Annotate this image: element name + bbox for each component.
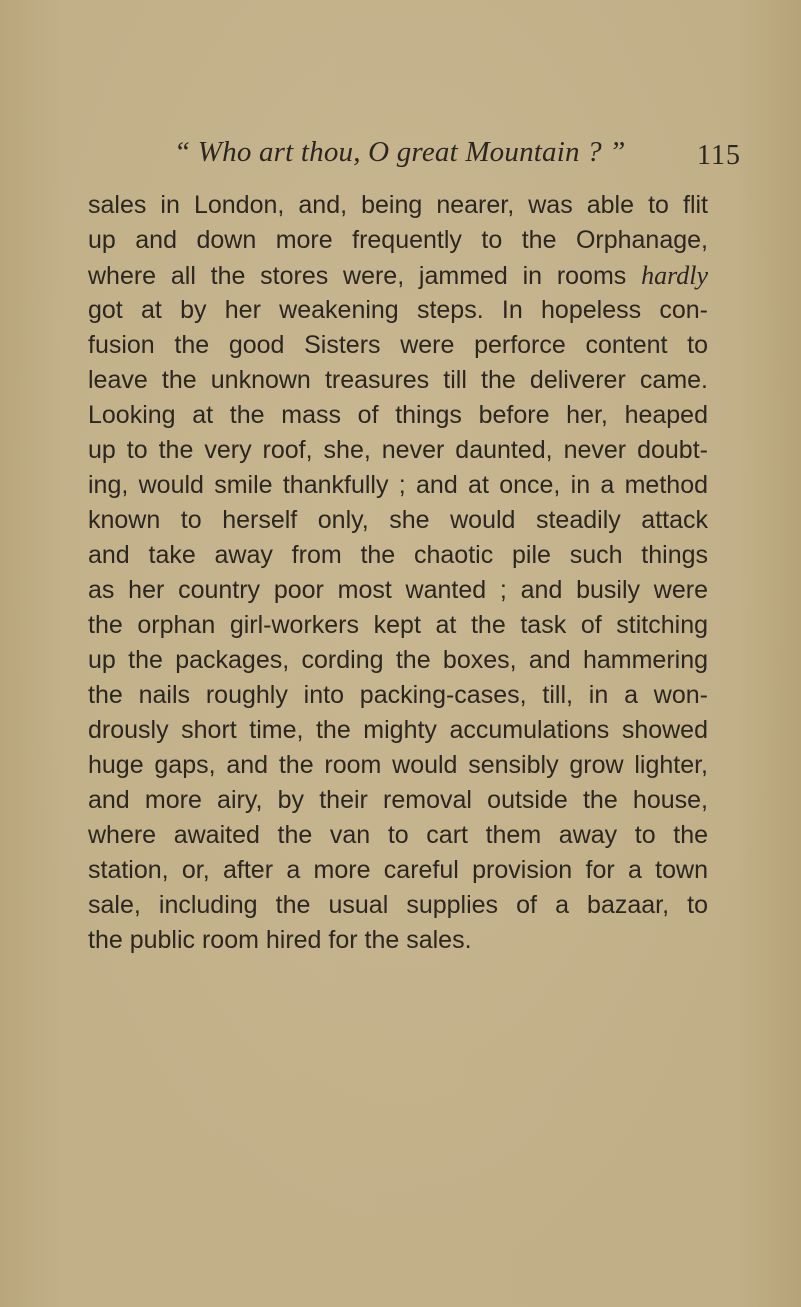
text-line: and take away from the chaotic pile such things — [88, 541, 708, 569]
text-line: sales in London, and, being nearer, was able to flit — [88, 191, 708, 219]
text-line: up to the very roof, she, never daunted, never doubt- — [88, 436, 708, 464]
running-head: “ Who art thou, O great Mountain ? ” — [174, 136, 626, 168]
text-line: up the packages, cording the boxes, and hammering — [88, 646, 708, 674]
page-header — [174, 136, 741, 176]
text-line: the nails roughly into packing-cases, till, in a won- — [88, 681, 708, 709]
text-line: huge gaps, and the room would sensibly grow lighter, — [88, 751, 708, 779]
text-line: and more airy, by their removal outside the house, — [88, 786, 708, 814]
text-line: where awaited the van to cart them away to the — [88, 821, 708, 849]
text-line: ing, would smile thankfully ; and at once, in a method — [88, 471, 708, 499]
text-line-part: where all the stores were, jammed in rooms — [88, 262, 627, 290]
text-line: Looking at the mass of things before her, heaped — [88, 401, 708, 429]
page-number: 115 — [697, 140, 741, 171]
text-line: up and down more frequently to the Orphanage, — [88, 226, 708, 254]
text-line: station, or, after a more careful provision for a town — [88, 856, 708, 884]
text-line: got at by her weakening steps. In hopeless con- — [88, 296, 708, 324]
emphasized-word: hardly — [641, 261, 708, 290]
text-line-last: the public room hired for the sales. — [88, 926, 472, 954]
text-line: fusion the good Sisters were perforce content to — [88, 331, 708, 359]
text-line: leave the unknown treasures till the deliverer came. — [88, 366, 708, 394]
text-line: the orphan girl-workers kept at the task of stitching — [88, 611, 708, 639]
text-line: sale, including the usual supplies of a bazaar, to — [88, 891, 708, 919]
text-line: drously short time, the mighty accumulations showed — [88, 716, 708, 744]
text-line: as her country poor most wanted ; and busily were — [88, 576, 708, 604]
text-line: known to herself only, she would steadily attack — [88, 506, 708, 534]
text-line — [88, 258, 708, 293]
body-text — [88, 188, 708, 958]
